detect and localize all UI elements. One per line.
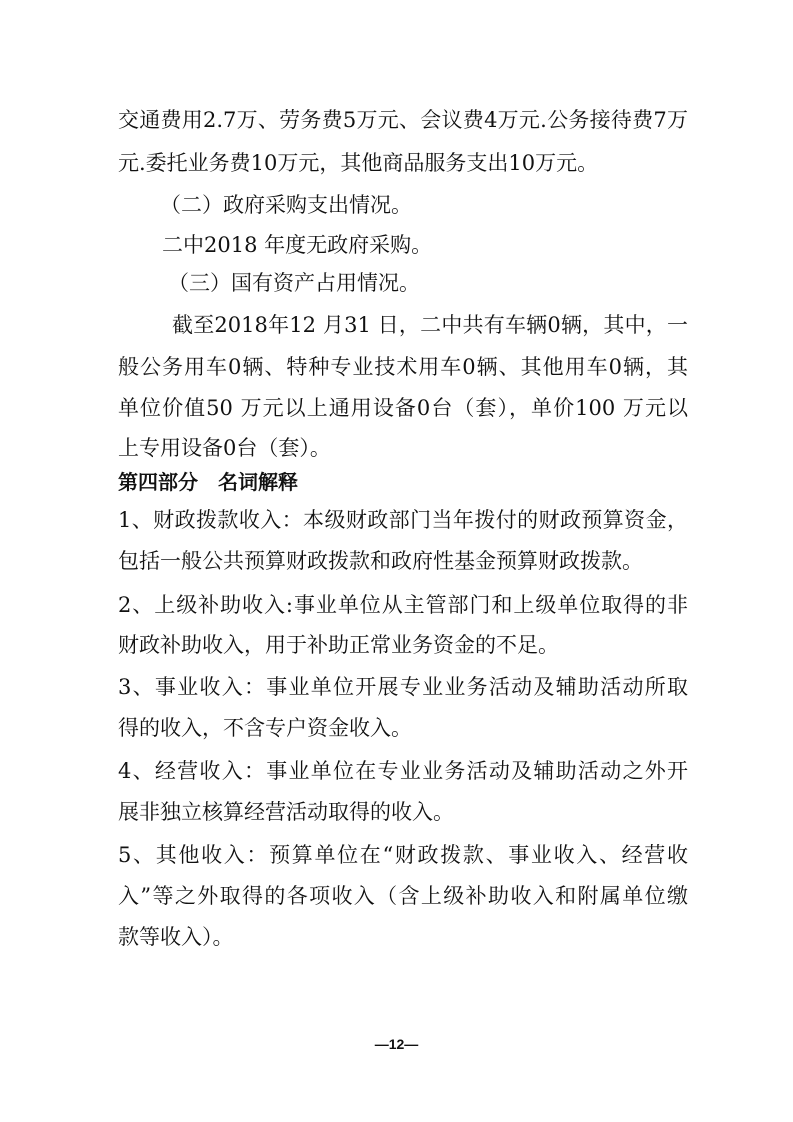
body-text-line: 单位价值50 万元以上通用设备0台（套），单价100 万元以 [118, 396, 688, 420]
body-text-line: 元.委托业务费10万元，其他商品服务支出10万元。 [118, 151, 599, 175]
definition-line: 款等收入）。 [118, 925, 234, 949]
definition-line: 包括一般公共预算财政拨款和政府性基金预算财政拨款。 [118, 549, 643, 573]
definition-line: 3、事业收入：事业单位开展专业业务活动及辅助活动所取 [118, 675, 688, 699]
subsection-heading: （二）政府采购支出情况。 [160, 193, 412, 217]
body-text-line: 截至2018年12 月31 日，二中共有车辆0辆，其中，一 [172, 313, 688, 337]
subsection-heading: （三）国有资产占用情况。 [168, 271, 420, 295]
definition-line: 财政补助收入，用于补助正常业务资金的不足。 [118, 633, 559, 657]
definition-line: 得的收入，不含专户资金收入。 [118, 716, 412, 740]
body-text-line: 交通费用2.7万、劳务费5万元、会议费4万元.公务接待费7万 [118, 108, 688, 132]
definition-line: 2、上级补助收入:事业单位从主管部门和上级单位取得的非 [118, 593, 688, 617]
definition-line: 4、经营收入：事业单位在专业业务活动及辅助活动之外开 [118, 759, 688, 783]
definition-line: 5、其他收入：预算单位在“财政拨款、事业收入、经营收 [118, 843, 688, 867]
body-text-line: 上专用设备0台（套）。 [118, 436, 331, 460]
page-number: —12— [374, 1036, 419, 1052]
definition-line: 入”等之外取得的各项收入（含上级补助收入和附属单位缴 [118, 884, 688, 908]
body-text-line: 二中2018 年度无政府采购。 [162, 233, 433, 257]
definition-line: 1、财政拨款收入：本级财政部门当年拨付的财政预算资金， [118, 508, 688, 532]
section-heading: 第四部分 名词解释 [118, 470, 298, 494]
definition-line: 展非独立核算经营活动取得的收入。 [118, 800, 454, 824]
body-text-line: 般公务用车0辆、特种专业技术用车0辆、其他用车0辆，其 [118, 355, 688, 379]
